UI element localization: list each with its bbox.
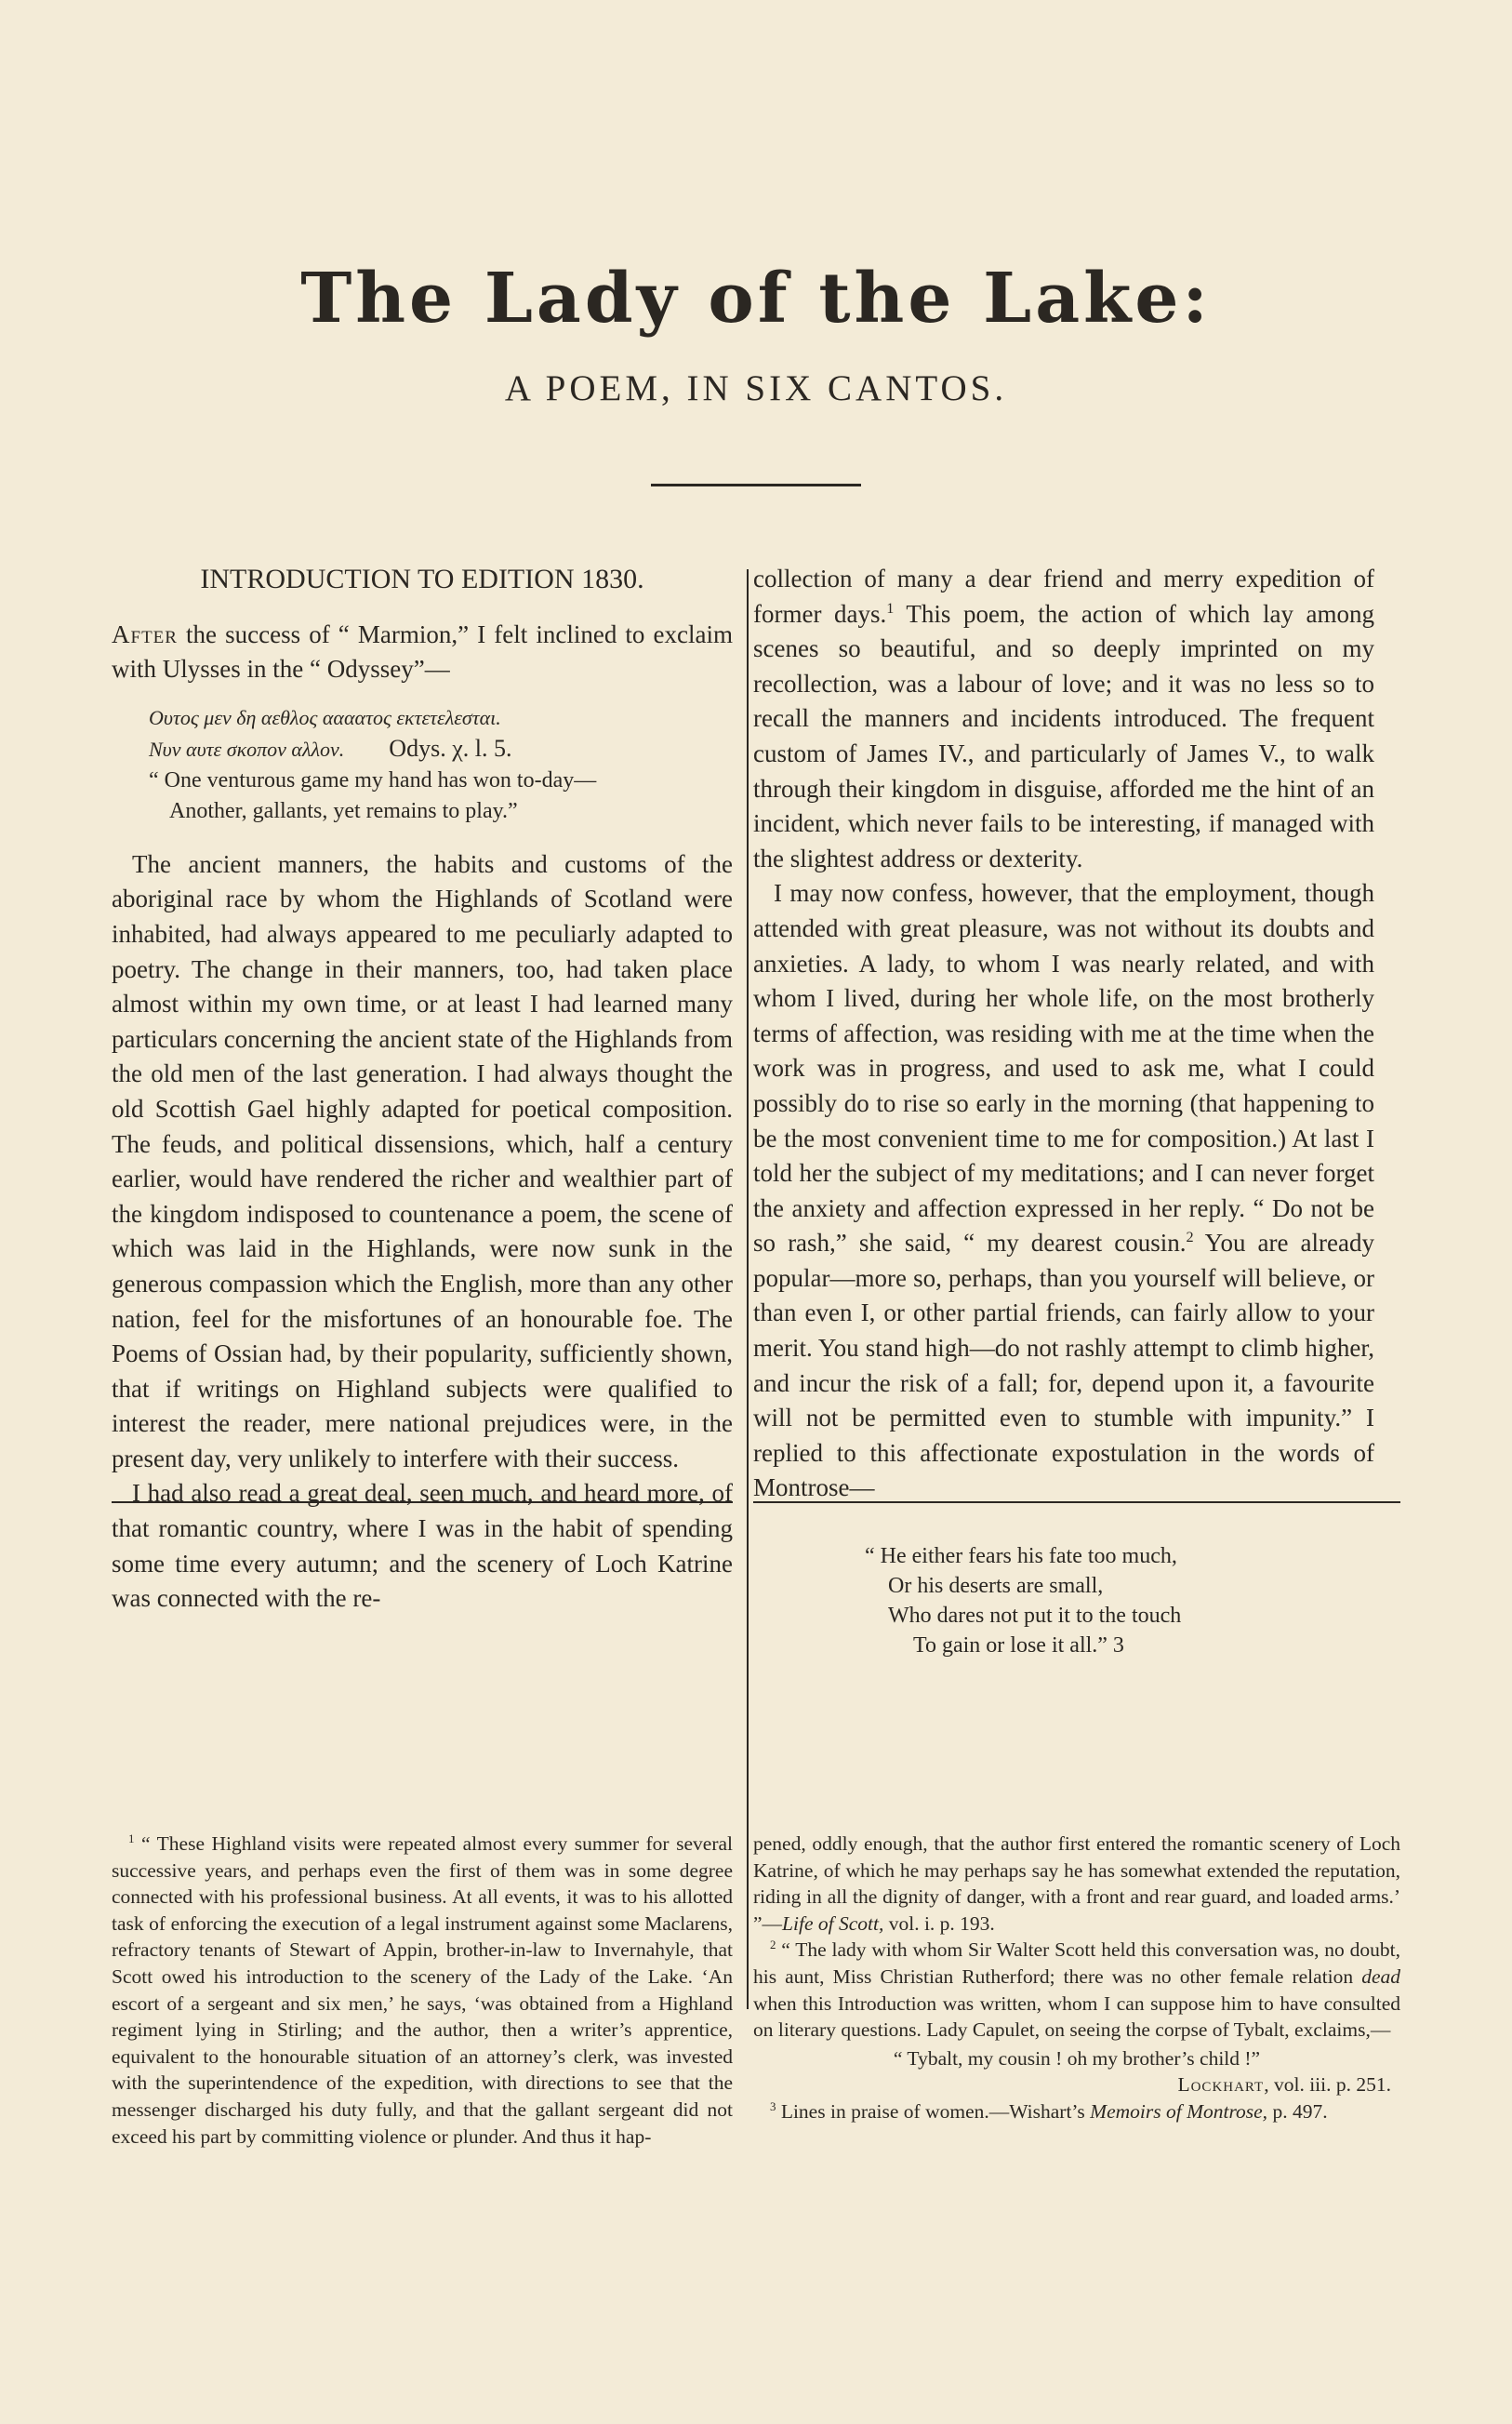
footnote-2 bbox=[753, 1937, 1400, 2043]
quote-line-3: Who dares not put it to the touch bbox=[888, 1604, 1182, 1629]
footnote-1 bbox=[112, 1831, 733, 2150]
footnote-ref-2: 2 bbox=[1186, 1229, 1194, 1246]
footnote-1-text: “ These Highland visits were repeated almost every summer for several successive years, and perhaps even the first of them was in some degree connected with his professional business. At all events, it was to his allotted task of enforcing the execution of a legal instrument against some Maclarens, refractory tenants of Stewart of Appin, brother-in-law to Invernahyle, that Scott owed his introduction to the scenery of the Lady of the Lake. ‘An escort of a sergeant and six men,’ he says, ‘was obtained from a Highland regiment lying in Stirling; and the author, then a writer’s apprentice, equivalent to the honourable situation of an attorney’s clerk, was invested with the superintendence of the expedition, with directions to see that the messenger discharged his duty fully, and that the gallant sergeant did not exceed his part by committing violence or plunder. And thus it hap- bbox=[112, 1832, 733, 2148]
intro-opening bbox=[112, 618, 733, 687]
right-paragraph-1a: collection of many a dear friend and merry expedition of former days. bbox=[753, 565, 1374, 628]
footnote-rule-left bbox=[112, 1501, 733, 1503]
footnote-2-quote: “ Tybalt, my cousin ! oh my brother’s child !” bbox=[893, 2046, 1261, 2070]
quote-line-1: “ He either fears his fate too much, bbox=[865, 1544, 1177, 1569]
footnote-2-marker: 2 bbox=[770, 1938, 776, 1952]
footnote-3-text-b: p. 497. bbox=[1267, 2099, 1328, 2123]
epigraph-translation-2: Another, gallants, yet remains to play.” bbox=[169, 798, 518, 823]
opening-text: the success of “ Marmion,” I felt inclined to exclaim with Ulysses in the “ Odyssey”— bbox=[112, 619, 733, 684]
epigraph bbox=[149, 702, 733, 827]
footnote-3-italic: Memoirs of Montrose, bbox=[1090, 2099, 1268, 2123]
footnote-rule-right bbox=[753, 1501, 1400, 1503]
footnote-1-cite-rest: vol. i. p. 193. bbox=[883, 1911, 995, 1935]
left-paragraph-1: The ancient manners, the habits and customs of the aboriginal race by whom the Highlands of Scotland were inhabited, had always appeared to me peculiarly adapted to poetry. The change in their manners, too, had taken place almost within my own time, or at least I had learned many particulars concerning the ancient state of the Highlands from the old men of the last generation. I had always thought the old Scottish Gael highly adapted for poetical composition. The feuds, and political dissensions, which, half a century earlier, would have rendered the richer and wealthier part of the kingdom indisposed to countenance a poem, the scene of which was laid in the Highlands, were now sunk in the generous compassion which the English, more than any other nation, feel for the misfortunes of an honourable foe. The Poems of Ossian had, by their popularity, sufficiently shown, that if writings on Highland subjects were qualified to interest the reader, mere national prejudices were, in the present day, very unlikely to interfere with their success. bbox=[112, 849, 733, 1472]
footnote-1-cite-title: Life of Scott, bbox=[782, 1911, 884, 1935]
right-paragraph-2 bbox=[753, 876, 1374, 1506]
right-paragraph-1b: This poem, the action of which lay among scenes so beautiful, and so deeply imprinted on my recollection, was a labour of love; and it was no less so to recall the manners and incidents introduced. The frequent custom of James IV., and particularly of James V., to walk through their kingdom in disguise, afforded me the hint of an incident, which never fails to be interesting, if managed with the slightest address or dexterity. bbox=[753, 599, 1374, 872]
footnotes-left bbox=[112, 1831, 733, 2150]
footnote-2-text-a: “ The lady with whom Sir Walter Scott held this conversation was, no doubt, his aunt, Miss Christian Rutherford; there was no other female relation bbox=[753, 1938, 1400, 1988]
footnote-1-continued bbox=[753, 1831, 1400, 1937]
footnote-3-text-a: Lines in praise of women.—Wishart’s bbox=[776, 2099, 1091, 2123]
footnote-2-italic: dead bbox=[1361, 1965, 1400, 1988]
left-paragraph-2: I had also read a great deal, seen much, and heard more, of that romantic country, where I was in the habit of spending some time every autumn; and the scenery of Loch Katrine was connected with the re- bbox=[112, 1479, 733, 1613]
right-paragraph-1 bbox=[753, 562, 1374, 876]
footnote-3 bbox=[753, 2098, 1400, 2125]
opening-word: After bbox=[112, 619, 178, 648]
greek-line-2: Νυν αυτε σκοπον αλλον. bbox=[149, 737, 345, 761]
footnote-2-text-b: when this Introduction was written, whom I can suppose him to have consulted on literary questions. Lady Capulet, on seeing the corpse of Tybalt, exclaims,— bbox=[753, 1991, 1400, 2042]
page-subtitle: A POEM, IN SIX CANTOS. bbox=[504, 368, 1008, 408]
footnote-2-cite-rest: , vol. iii. p. 251. bbox=[1264, 2073, 1391, 2097]
quote-line-2: Or his deserts are small, bbox=[888, 1574, 1104, 1599]
greek-line-1: Ουτος μεν δη αεθλος αααατος εκτετελεσται. bbox=[149, 705, 501, 729]
epigraph-translation-1: “ One venturous game my hand has won to-day— bbox=[149, 767, 597, 792]
right-column bbox=[753, 562, 1374, 1660]
left-column bbox=[112, 562, 733, 1617]
footnote-ref-1: 1 bbox=[886, 599, 895, 617]
montrose-quote bbox=[753, 1541, 1374, 1660]
right-paragraph-2a: I may now confess, however, that the employment, though attended with great pleasure, was not without its doubts and anxieties. A lady, to whom I was nearly related, and with whom I lived, during her whole life, on the most brotherly terms of affection, was residing with me at the time when the work was in progress, and used to ask me, what I could possibly do to rise so early in the morning (that happening to be the most convenient time to me for composition.) At last I told her the subject of my meditations; and I can never forget the anxiety and affection expressed in her reply. “ Do not be so rash,” she said, “ my dearest cousin. bbox=[753, 879, 1374, 1258]
greek-citation: Odys. χ. l. 5. bbox=[389, 734, 512, 762]
right-paragraph-2b: You are already popular—more so, perhaps, than you yourself will believe, or than even I, or other partial friends, can fairly allow to your merit. You stand high—do not rashly attempt to climb higher, and incur the risk of a fall; for, depend upon it, a favourite will not be permitted even to stumble with impunity.” I replied to this affectionate expostulation in the words of Montrose— bbox=[753, 1229, 1374, 1502]
title-divider bbox=[651, 484, 861, 486]
footnotes-right bbox=[753, 1831, 1400, 2125]
quote-line-4: To gain or lose it all.” 3 bbox=[913, 1633, 1124, 1658]
footnote-1-marker: 1 bbox=[128, 1831, 135, 1845]
footnote-3-marker: 3 bbox=[770, 2099, 776, 2113]
footnote-1-cont-text: pened, oddly enough, that the author first entered the romantic scenery of Loch Katrine, of which he may perhaps say he has somewhat extended the reputation, riding in all the dignity of danger, with a front and rear guard, and loaded arms.’ ”— bbox=[753, 1832, 1400, 1935]
column-divider bbox=[747, 569, 749, 2009]
greek-line-2-row bbox=[149, 733, 733, 766]
footnote-2-cite-author: Lockhart bbox=[1177, 2073, 1265, 2097]
intro-heading: INTRODUCTION TO EDITION 1830. bbox=[200, 564, 644, 594]
page-title: The Lady of the Lake: bbox=[300, 259, 1212, 339]
footnote-2-citation bbox=[753, 2071, 1400, 2098]
